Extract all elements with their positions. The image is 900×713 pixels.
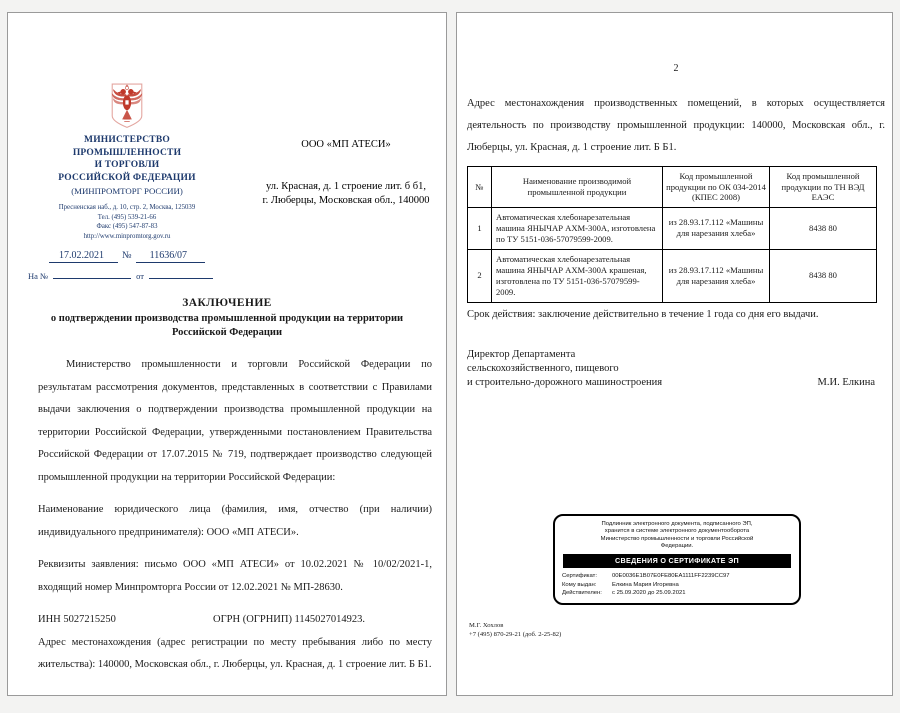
ministry-name-line: МИНИСТЕРСТВО — [84, 135, 170, 145]
document-subtitle: о подтверждении производства промышленной продукции на территории Российской Федерации — [50, 313, 404, 338]
signatory-position-line: и строительно-дорожного машиностроения — [467, 376, 663, 388]
valid-period-value: с 25.09.2020 до 25.09.2021 — [612, 589, 686, 596]
issued-to-value: Елкина Мария Игоревна — [612, 581, 679, 588]
okpd-code: из 28.93.17.112 «Машины для нарезания хлеба» — [663, 207, 770, 249]
ministry-contact-block — [8, 203, 246, 241]
page1-header — [8, 83, 446, 281]
table-row — [468, 249, 877, 302]
col-header-tnved-code: Код промышленной продукции по ТН ВЭД ЕАЭС — [770, 167, 877, 208]
ministry-name-line: РОССИЙСКОЙ ФЕДЕРАЦИИ — [58, 172, 196, 183]
row-index: 1 — [468, 207, 492, 249]
validity-statement: Срок действия: заключение действительно в течение 1 года со дня его выдачи. — [467, 308, 819, 320]
stamp-header-line: Подлинник электронного документа, подписанного ЭП, — [601, 520, 753, 527]
ref-label: На № — [28, 271, 49, 281]
body-paragraph: Министерство промышленности и торговли Российской Федерации по результатам рассмотрения документов, представленных в соответствии с Правилами выдачи заключения о подтверждении производства промышленной продукции на территории Российской Федерации, утвержденными постановлением Правительства Российской Федерации от 17.07.2015 № 719, подтверждает производство следующей промышленной продукции на территории Российской Федерации: — [38, 359, 432, 483]
okpd-code: из 28.93.17.112 «Машины для нарезания хлеба» — [663, 249, 770, 302]
ministry-name-line: ПРОМЫШЛЕННОСТИ — [72, 147, 182, 158]
ministry-name-line: И ТОРГОВЛИ — [94, 160, 160, 170]
certificate-number-row — [562, 572, 792, 580]
stamp-header — [562, 521, 792, 551]
executor-phone: +7 (495) 870-29-21 (доб. 2-25-82) — [469, 630, 562, 638]
production-address-paragraph: Адрес местонахождения производственных помещений, в которых осуществляется деятельность по производству промышленной продукции: 140000, Московская обл., г. Люберцы, ул. Красная, д. 1 строение лит. Б Б1. — [467, 98, 885, 153]
valid-period-row — [562, 589, 792, 597]
page1-body — [8, 354, 446, 677]
number-sign: № — [122, 250, 132, 261]
letter-date: 17.02.2021 — [49, 250, 118, 263]
col-header-index: № — [468, 167, 492, 208]
body-paragraph: Наименование юридического лица (фамилия, имя, отчество (при наличии) индивидуального предпринимателя): ООО «МП АТЕСИ». — [38, 504, 432, 538]
inn-ogrn-row — [38, 609, 432, 632]
stamp-header-line: Министерство промышленности и торговли Российской — [600, 535, 754, 542]
recipient-block — [246, 83, 446, 281]
recipient-address-line: ул. Красная, д. 1 строение лит. б б1, — [266, 181, 426, 192]
ministry-fax: Факс (495) 547-87-83 — [96, 223, 158, 230]
issued-to-row — [562, 581, 792, 589]
tnved-code: 8438 80 — [770, 249, 877, 302]
page-number: 2 — [673, 63, 679, 74]
executor-name: М.Г. Хохлов — [469, 621, 504, 629]
signature-block — [467, 348, 885, 390]
valid-period-label: Действителен: — [562, 589, 602, 596]
recipient-name: ООО «МП АТЕСИ» — [301, 139, 391, 150]
ref-from-label: от — [136, 271, 145, 281]
ministry-address: Пресненская наб., д. 10, стр. 2, Москва, 125039 — [58, 204, 196, 211]
ministry-short-name: (МИНПРОМТОРГ РОССИИ) — [71, 186, 183, 196]
col-header-product-name: Наименование производимой промышленной продукции — [492, 167, 663, 208]
document-page-1 — [7, 12, 447, 696]
col-header-okpd-code: Код промышленной продукции по ОК 034-2014 (КПЕС 2008) — [663, 167, 770, 208]
document-page-2 — [456, 12, 893, 696]
products-table — [467, 166, 877, 303]
blank-line — [149, 270, 213, 279]
inn-value: ИНН 5027215250 — [38, 614, 116, 625]
executor-footer — [469, 622, 885, 640]
signatory-position-line: сельскохозяйственного, пищевого — [467, 362, 619, 374]
tnved-code: 8438 80 — [770, 207, 877, 249]
ministry-name — [8, 134, 246, 184]
letter-number: 11636/07 — [136, 250, 205, 263]
row-index: 2 — [468, 249, 492, 302]
ministry-letterhead — [8, 83, 246, 281]
stamp-header-line: Федерации. — [660, 543, 694, 550]
electronic-signature-stamp — [553, 514, 801, 605]
signatory-name: М.И. Елкина — [817, 376, 875, 388]
certificate-details — [562, 572, 792, 597]
ministry-website: http://www.minpromtorg.gov.ru — [83, 232, 171, 240]
stamp-header-line: хранится в системе электронного документооборота — [604, 528, 750, 535]
issued-to-label: Кому выдан: — [562, 581, 597, 588]
table-row — [468, 207, 877, 249]
certificate-value: 00E0036E1B07E0FE80EA1111FF2239CC97 — [612, 573, 730, 580]
recipient-address — [246, 180, 446, 208]
recipient-address-line: г. Люберцы, Московская обл., 140000 — [262, 195, 430, 206]
body-paragraph: Адрес местонахождения (адрес регистрации по месту пребывания либо по месту жительства): 140000, Московская обл., г. Люберцы, ул. Красная, д. 1 строение лит. Б Б1. — [38, 636, 432, 670]
body-paragraph: Реквизиты заявления: письмо ООО «МП АТЕСИ» от 10.02.2021 № 10/02/2021-1, входящий номер Минпромторга России от 12.02.2021 № МП-28630. — [38, 559, 432, 593]
blank-line — [53, 270, 131, 279]
certificate-label: Сертификат: — [562, 573, 597, 580]
table-header-row — [468, 167, 877, 208]
ogrn-value: ОГРН (ОГРНИП) 1145027014923. — [213, 614, 366, 625]
product-name: Автоматическая хлебонарезательная машина ЯНЫЧАР АХМ-300А крашеная, изготовлена по ТУ 5151-036-57079599-2009. — [492, 249, 663, 302]
product-name: Автоматическая хлебонарезательная машина ЯНЫЧАР АХМ-300А, изготовлена по ТУ 5151-036-57079599-2009. — [492, 207, 663, 249]
document-title: ЗАКЛЮЧЕНИЕ — [182, 297, 272, 309]
signatory-position — [467, 348, 662, 390]
signatory-position-line: Директор Департамента — [467, 348, 576, 360]
russia-coat-of-arms-icon — [109, 83, 145, 129]
outgoing-number-row — [8, 250, 246, 263]
certificate-banner: СВЕДЕНИЯ О СЕРТИФИКАТЕ ЭП — [563, 554, 791, 569]
ministry-phone: Тел. (495) 539-21-66 — [97, 213, 157, 221]
reference-number-row — [8, 270, 246, 281]
